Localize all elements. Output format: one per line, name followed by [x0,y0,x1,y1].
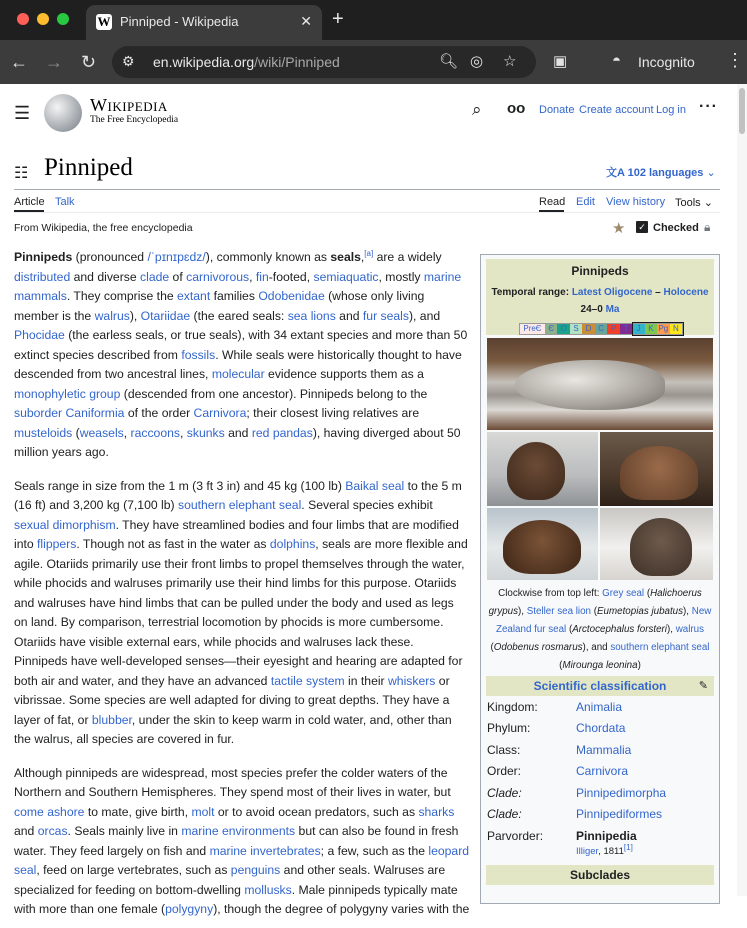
text: and other seals. Walruses are specialized for feeding on bottom-dwelling [14,863,446,897]
page-scrollbar[interactable] [737,84,747,896]
edit-pencil-icon[interactable]: ✎ [698,680,708,692]
subclades-label: Subclades [569,868,631,882]
create-account-link[interactable]: Create account [579,104,654,116]
bookmark-star-icon[interactable]: ☆ [503,53,517,70]
article-link[interactable]: marine mammals [14,269,462,303]
temporal-label: Temporal range: [491,287,572,298]
tab-read[interactable]: Read [539,196,566,208]
text: (whose only living member is the [14,289,425,323]
timeline-period[interactable]: K [645,324,657,334]
text: ; a few, such as the [320,843,429,858]
article-link[interactable]: musteloids [14,425,73,440]
text: ( [72,425,80,440]
temporal-end-link[interactable]: Holocene [663,287,709,298]
taxon-rank: Parvorder: [487,829,544,843]
eye-off-icon[interactable]: ◎ [470,53,484,70]
taxonomy-row [487,804,713,825]
fur-seal-figure [507,442,565,500]
timeline-period[interactable]: Pg [658,324,669,333]
text: to the 5 m (16 ft) and 3,200 kg (7,100 lb) [14,478,462,512]
url-text[interactable] [153,54,340,70]
article-link[interactable]: leopard seal [14,843,470,877]
taxonomy-row [487,761,713,782]
timeline-period[interactable]: J [632,324,644,334]
taxon-rank: Clade: [487,786,522,800]
text: and [335,308,363,323]
text: . They comprise the [66,289,178,303]
language-count: 102 languages [627,167,704,179]
article-body [14,248,470,928]
new-tab-icon[interactable]: + [332,8,344,30]
timeline-period[interactable]: O [557,324,569,334]
text: ; their closest living relatives are [246,406,420,420]
caption-link[interactable]: Grey seal [602,588,645,599]
infobox-header [486,259,714,335]
text: – [652,287,664,298]
taxon-value[interactable]: Animalia [576,700,623,714]
article-link[interactable]: whiskers [388,673,436,688]
text: , and [585,642,611,653]
text: (pronounced [72,250,148,264]
timeline-period[interactable]: PreЄ [520,324,545,334]
chevron-down-icon: ⌄ [700,197,713,209]
binomial: Halichoerus grypus [488,588,702,617]
new-zealand-fur-seal-image[interactable] [487,432,598,506]
infobox [480,254,720,904]
taxon-value[interactable]: Chordata [576,721,626,735]
text: (the earless seals, or true seals), with 34 extant species and more than 50 extinct species described from [14,328,468,362]
binomial: Odobenus rosmarus [493,642,583,653]
checked-checkbox-icon: ✓ [636,221,648,233]
grey-seal-image[interactable] [487,338,713,430]
text: ), and [408,308,441,323]
article-paragraph [14,764,470,920]
text: ), though the degree of polygyny varies with the [213,902,470,916]
text: , mostly [378,269,424,284]
article-link[interactable]: southern elephant seal [177,498,302,512]
incognito-icon: ◓ [612,52,622,69]
text: (descended from one ancestor). Pinnipeds belong to the [120,386,428,401]
scrollbar-thumb[interactable] [739,88,745,134]
text: ), having diverged about 50 million years ago. [14,425,461,459]
text: and [224,425,252,440]
text: , feed on large vertebrates, such as [36,863,231,877]
browser-tab-bar [0,0,747,40]
tabs-divider [14,212,720,213]
taxonomy-row [487,697,713,718]
binomial: Arctocephalus forsteri [572,624,667,635]
article-link[interactable]: dolphins [269,537,316,551]
scientific-classification-header [486,676,714,696]
address-bar[interactable] [112,46,536,78]
text: (the eared seals: [190,308,288,323]
text: Seals range in size from the 1 m (3 ft 3 in) and 45 kg (100 lb) [14,478,346,493]
timeline-period[interactable]: N [670,324,682,334]
temporal-start-link[interactable]: Latest Oligocene [571,287,653,298]
good-article-star-icon[interactable]: ★ [612,220,626,237]
article-link[interactable]: monophyletic group [14,386,121,401]
article-link[interactable]: semiaquatic [313,269,379,284]
steller-sea-lion-image[interactable] [600,432,713,506]
text: , [123,425,131,440]
article-link[interactable]: penguins [230,863,281,877]
text: , 1811 [598,846,624,857]
forward-arrow-icon[interactable]: → [45,52,63,72]
taxon-rank: Kingdom: [487,700,538,714]
timeline-period[interactable]: Є [545,324,557,334]
window-close-button[interactable] [17,13,29,25]
article-link[interactable]: Caniformia [65,406,125,420]
article-link[interactable]: orcas [37,824,68,838]
more-options-icon[interactable]: ··· [699,98,718,115]
main-menu-icon[interactable]: ☰ [14,103,31,123]
elephant-seal-figure [630,518,692,576]
text: Although pinnipeds are widespread, most species prefer the colder waters of the Northern and Southern Hemispheres. They spend most of their lives in water, but [14,765,451,799]
article-link[interactable]: molecular [211,367,265,381]
taxon-value[interactable]: Carnivora [576,764,629,778]
donate-link[interactable]: Donate [539,104,575,116]
text: , seals are more flexible and agile. Otariids primarily use their front limbs to propel themselves through the water, while phocids and walruses primarily use their hind limbs for this purpose. Otariids and walruses have hind limbs that can be pulled under the body and used as legs on land. By comparison, terrestrial locomotion by phocids is more cumbersome. Otariids have visible external ears, while phocids and walruses lack these. Pinnipeds have well-developed senses—their eyesight and hearing are adapted for both air and water, and they have an advanced [14,537,468,688]
text: and diverse [70,269,141,284]
binomial: Mirounga leonina [562,660,638,671]
taxon-rank: Phylum: [487,721,531,735]
text: in their [344,673,388,688]
text: of the order [124,406,194,420]
browser-toolbar [0,40,747,84]
caption-link[interactable]: southern elephant seal [610,642,710,653]
caption-link[interactable]: New Zealand fur seal [495,606,712,635]
reload-icon[interactable]: ↻ [81,52,97,72]
from-wikipedia-note: From Wikipedia, the free encyclopedia [14,222,193,234]
tools-dropdown[interactable] [675,196,713,209]
wikipedia-wordmark[interactable]: Wikipedia [90,95,168,115]
article-link[interactable]: polygyny [165,902,214,916]
article-link[interactable]: Baikal seal [345,478,405,493]
temporal-range [486,284,714,318]
article-paragraph: Pinnipeds (pronounced /ˈpɪnɪpɛdz/), commonly known as seals,[a] are a widely distributed and diverse clade of carnivorous, fin-footed, semiaquatic, mostly marine mammals. They comprise the extant families Odobenidae (whose only living member is the walrus), Otariidae (the eared seals: sea lions and fur seals), and Phocidae (the earless seals, or true seals), with 34 extant species and more than 50 extinct species described from fossils. While seals were historically thought to have descended from two ancestral lines, molecular evidence supports them as a monophyletic group (descended from one ancestor). Pinnipeds belong to the suborder Caniformia of the order Carnivora; their closest living relatives are musteloids (weasels, raccoons, skunks and red pandas), having diverged about 50 million years ago. [14,248,468,459]
text: Clockwise from top left: [498,588,603,599]
article-link[interactable]: skunks [186,425,225,440]
tools-label: Tools [675,197,701,209]
infobox-title: Pinnipeds [571,264,629,278]
sea-lion-figure [620,446,698,500]
url-path: /wiki/Pinniped [254,54,340,70]
text: to mate, give birth, [84,804,192,819]
scientific-classification-link[interactable]: Scientific classification [533,679,667,693]
appearance-glasses-icon[interactable]: oo [507,100,526,117]
article-link[interactable]: sexual dimorphism [14,517,116,532]
text: , [179,425,187,440]
temporal-age: 24–0 [580,304,606,315]
article-link[interactable]: molt [191,804,215,819]
southern-elephant-seal-image[interactable] [600,508,713,580]
taxon-rank: Clade: [487,807,522,821]
walrus-image[interactable] [487,508,598,580]
log-in-link[interactable]: Log in [656,104,686,116]
incognito-button[interactable] [600,48,728,76]
timeline-range-marker [632,322,684,336]
article-link[interactable]: fur seals [362,308,409,323]
timeline-period[interactable]: S [570,324,582,334]
tab-article[interactable]: Article [14,196,45,208]
article-link[interactable]: sharks [418,804,455,819]
grey-seal-figure [515,360,665,410]
timeline-period[interactable]: T [620,324,632,334]
article-link[interactable]: walrus [94,308,130,323]
wikipedia-globe-logo[interactable] [44,94,82,132]
text: , under the skin to keep warm in cold water, and, other than the walrus, all species are covered in fur. [14,712,452,746]
article-link[interactable]: red pandas [251,425,313,440]
language-button[interactable] [606,164,716,180]
text: of [169,269,187,284]
article-paragraph [14,477,470,750]
article-link[interactable]: Odobenidae [258,289,325,303]
text: . While seals were historically thought to have descended from two ancestral lines, [14,347,462,381]
lead-term: Pinnipeds [14,250,73,264]
text: -footed, [268,269,314,284]
article-link[interactable]: blubber [91,712,132,727]
text: or to avoid ocean predators, such as [214,804,419,819]
incognito-label: Incognito [638,54,695,70]
authority-link[interactable]: Illiger [576,846,599,857]
tab-talk[interactable]: Talk [55,196,75,208]
article-link[interactable]: distributed [14,269,71,284]
kebab-menu-icon[interactable]: ⋮ [726,50,744,70]
zoom-icon[interactable]: 🔍︎ [439,53,459,70]
pronunciation-link[interactable]: /ˈpɪnɪpɛdz/ [147,250,206,264]
window-maximize-button[interactable] [57,13,69,25]
text: evidence supports them as a [264,367,424,381]
lens-icon[interactable]: ▣ [553,53,568,70]
article-link[interactable]: fin [255,269,269,284]
article-link[interactable]: flippers [37,537,77,551]
taxon-rank: Order: [487,764,522,778]
timeline-period[interactable]: P [607,324,619,334]
article-link[interactable]: clade [140,269,170,284]
taxonomy-row [487,740,713,761]
text: . Though not as fast in the water as [76,537,270,551]
article-link[interactable]: fossils [181,347,216,362]
browser-tab-active[interactable] [86,5,322,40]
page-title: Pinniped [44,154,133,181]
text: ), commonly known as [205,250,331,264]
timeline-period[interactable]: D [582,324,594,334]
protection-lock-icon[interactable]: 🔒︎ [704,220,711,234]
caption-link[interactable]: Steller sea lion [526,606,591,617]
wikipedia-tagline: The Free Encyclopedia [90,115,179,125]
title-divider [14,189,720,190]
taxon-value[interactable]: Mammalia [576,743,632,757]
text: ), [129,308,141,323]
taxon-rank: Class: [487,743,521,757]
taxon-value[interactable]: Pinnipedimorpha [576,786,667,800]
article-link[interactable]: marine invertebrates [209,843,321,858]
text: . Male pinnipeds typically mate with more than one female ( [14,882,458,916]
article-link[interactable]: come ashore [14,804,85,819]
taxon-value: Pinnipedia [576,829,637,843]
footnote-link[interactable]: [1] [623,842,633,852]
text: or vibrissae. Some species are well adapted for diving to great depths. They have a layer of fat, or [14,673,450,727]
article-link[interactable]: Carnivora [193,406,247,420]
wikipedia-favicon-icon: W [97,14,111,29]
subclades-header [486,865,714,885]
text: are a widely [373,250,442,264]
article-link[interactable]: marine environments [181,824,296,838]
text: but can also be found in fresh water. They feed largely on fish and [14,824,459,858]
tab-title: Pinniped - Wikipedia [120,14,239,29]
article-link[interactable]: mollusks [244,882,292,897]
translate-icon: 文A [606,167,628,179]
table-of-contents-icon[interactable]: ☷ [14,165,29,182]
binomial: Eumetopias jubatus [596,606,684,617]
chevron-down-icon: ⌄ [703,167,716,179]
tab-close-icon[interactable]: ✕ [300,13,312,29]
text: and [14,824,38,838]
article-link[interactable]: suborder [14,406,63,420]
taxonomy-row [487,826,713,847]
article-link[interactable]: tactile system [270,673,345,688]
article-link[interactable]: sea lions [287,308,336,323]
text: . Several species exhibit [301,498,433,512]
caption-link[interactable]: walrus [675,624,705,635]
site-settings-icon[interactable]: ⚙ [122,53,135,69]
url-host: en.wikipedia.org [153,54,255,70]
taxonomy-row [487,718,713,739]
article-link[interactable]: raccoons [130,425,180,440]
article-link[interactable]: weasels [79,425,124,440]
infobox-caption: Clockwise from top left: Grey seal (Halichoerus grypus), Steller sea lion (Eumetopias jubatus), New Zealand fur seal (Arctocephalus forsteri), walrus (Odobenus rosmarus), and southern elephant seal (Mirounga leonina) [488,588,712,671]
tab-edit[interactable]: Edit [576,196,595,208]
taxonomy-row [487,783,713,804]
text: . Seals mainly live in [67,824,182,838]
wiki-header [0,84,737,142]
window-minimize-button[interactable] [37,13,49,25]
timeline-period[interactable]: C [595,324,607,334]
taxon-authority [576,842,633,857]
walrus-figure [503,520,581,574]
article-link[interactable]: Phocidae [14,328,65,342]
search-icon[interactable]: ⌕ [472,100,482,119]
article-link[interactable]: extant [177,289,211,303]
footnote-link[interactable]: [a] [364,248,374,258]
article-link[interactable]: Otariidae [140,308,191,323]
taxon-value[interactable]: Pinnipediformes [576,807,663,821]
tab-view-history[interactable]: View history [606,196,666,208]
text: . They have streamlined bodies and four limbs that are modified into [14,517,459,551]
back-arrow-icon[interactable]: ← [10,52,28,72]
checked-label: Checked [653,222,699,234]
mega-annum-link[interactable]: Ma [605,304,620,315]
text: , [249,269,256,284]
text: families [210,289,259,303]
bold-term: seals [330,250,361,264]
article-link[interactable]: carnivorous [186,269,250,284]
